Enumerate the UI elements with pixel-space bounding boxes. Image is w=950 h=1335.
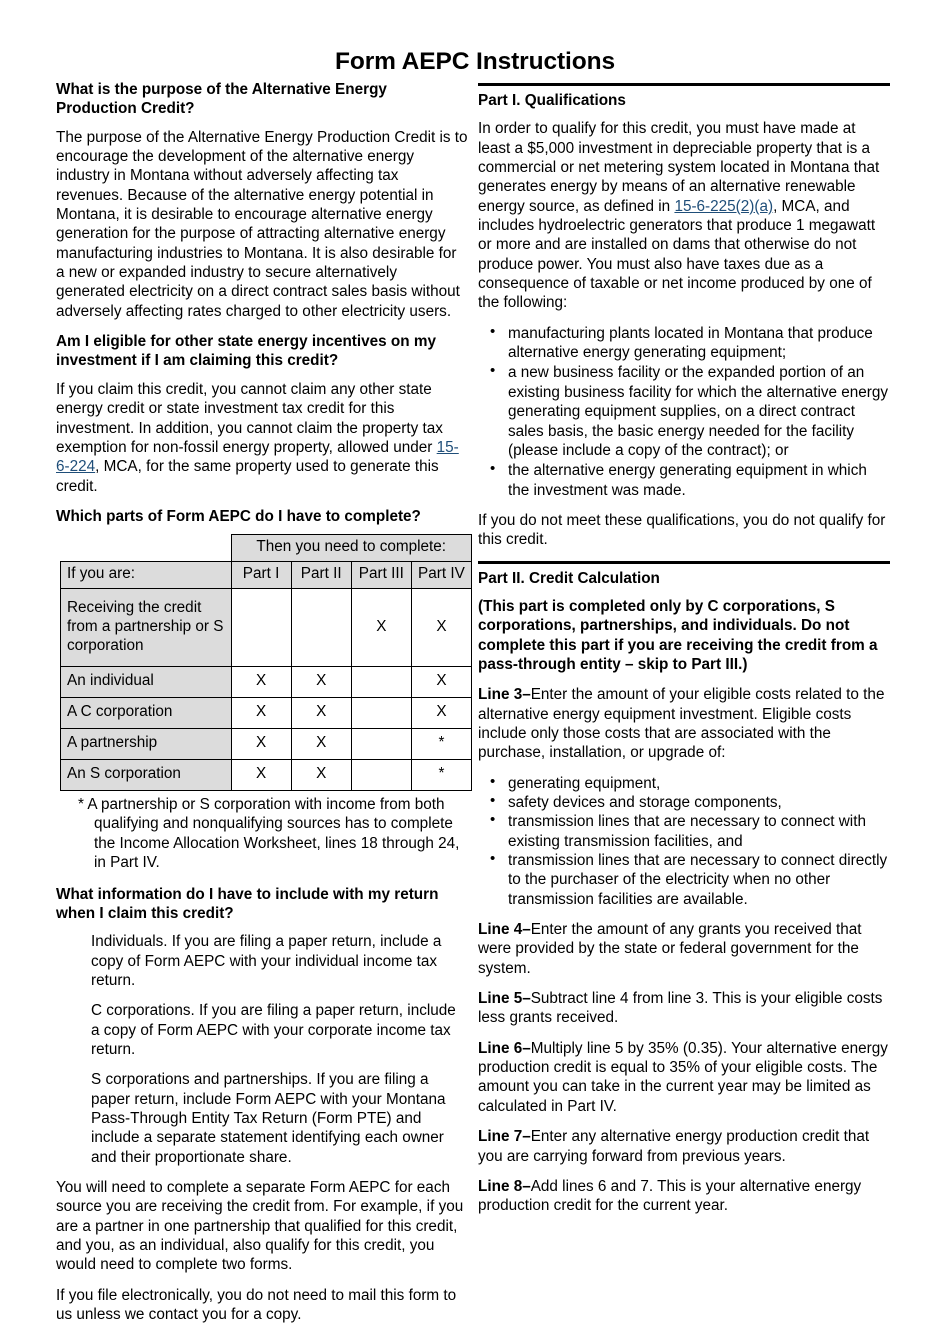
- list-item: • the alternative energy generating equipment in which the investment was made.: [478, 461, 890, 500]
- info-block-s-corporations: S corporations and partnerships. If you are filing a paper return, include Form AEPC with your Montana Pass-Through Entity Tax Return (Form PTE) and include a separate statement identifying each owner and their proportionate share.: [91, 1071, 446, 1166]
- paragraph-line-3: [478, 685, 890, 762]
- table-cell: X: [291, 698, 351, 729]
- line-3-cost-list: [478, 774, 890, 909]
- table-cell: X: [411, 698, 471, 729]
- table-cell: *: [411, 760, 471, 791]
- paragraph-purpose: The purpose of the Alternative Energy Production Credit is to encourage the development of the alternative energy industry in Montana without adversely affecting tax revenues. Because of the alternative energy potential in Montana, it is desirable to encourage alternative energy generation for the purpose of attracting alternative energy manufacturing industries to Montana. It is also desirable for a new or expanded industry to secure alternatively generated electricity on a direct contract sales basis without adversely affecting rates charged to other electricity users.: [56, 128, 468, 320]
- table-corner-cell: [61, 535, 232, 562]
- table-row-label: An individual: [61, 667, 232, 698]
- part1-qualification-list: [478, 324, 890, 500]
- line-6-text: Multiply line 5 by 35% (0.35). Your alternative energy production credit is equal to 35% of your eligible costs. The amount you can take in the current year may be limited as calculated in Part IV.: [478, 1039, 888, 1115]
- table-row: [61, 698, 472, 729]
- paragraph-line-6: [478, 1039, 890, 1116]
- paragraph-part2-note: (This part is completed only by C corporations, S corporations, partnerships, and individuals. Do not complete this part if you are receiving the credit from a pass-through entity – skip to Part III.): [478, 597, 878, 673]
- parts-requirement-table: [60, 534, 472, 791]
- paragraph-other-incentives-part1: If you claim this credit, you cannot claim any other state energy credit or state investment tax credit for this investment. In addition, you cannot claim the property tax exemption for non-fossil energy property, allowed under: [56, 380, 443, 456]
- table-cell: [351, 729, 411, 760]
- table-cell: X: [231, 698, 291, 729]
- line-5-label: Line 5–: [478, 990, 531, 1008]
- part1-intro-part2: , MCA, and includes hydroelectric generators that produce 1 megawatt or more and are installed on dams that otherwise do not produce power. You must also have taxes due as a consequence of taxable or net income produced by one of the following:: [478, 197, 876, 312]
- paragraph-part1-closing: If you do not meet these qualifications, you do not qualify for this credit.: [478, 511, 886, 549]
- table-footnote: * A partnership or S corporation with income from both qualifying and nonqualifying sources has to complete the Income Allocation Worksheet, lines 18 through 24, in Part IV.: [78, 796, 460, 872]
- list-item: • transmission lines that are necessary to connect directly to the purchaser of the electricity when no other transmission facilities are available.: [478, 851, 890, 909]
- paragraph-other-incentives: [56, 380, 468, 496]
- table-cell: X: [231, 729, 291, 760]
- table-row: [61, 729, 472, 760]
- table-cell: [351, 760, 411, 791]
- paragraph-electronic-filing: If you file electronically, you do not need to mail this form to us unless we contact you for a copy.: [56, 1286, 457, 1324]
- paragraph-line-7: [478, 1127, 890, 1166]
- list-item: • a new business facility or the expanded portion of an existing business facility for which the alternative energy generating equipment supplies, on a direct contract sales basis, the basic energy needed for the facility (please include a copy of the contract); or: [478, 363, 890, 460]
- table-row-label: A C corporation: [61, 698, 232, 729]
- line-8-text: Add lines 6 and 7. This is your alternative energy production credit for the current year.: [478, 1177, 862, 1215]
- left-column: [56, 80, 468, 1335]
- heading-which-parts: Which parts of Form AEPC do I have to complete?: [56, 507, 421, 525]
- paragraph-line-5: [478, 989, 890, 1028]
- table-cell: X: [291, 760, 351, 791]
- page-title: Form AEPC Instructions: [334, 48, 616, 75]
- list-item: • transmission lines that are necessary to connect with existing transmission facilities, and: [478, 812, 890, 851]
- info-block-c-corporations: C corporations. If you are filing a paper return, include a copy of Form AEPC with your corporate income tax return.: [91, 1002, 456, 1058]
- table-header-part-3: Part III: [351, 562, 411, 589]
- table-cell: [291, 589, 351, 667]
- info-block-individuals: Individuals. If you are filing a paper return, include a copy of Form AEPC with your individual income tax return.: [91, 933, 442, 989]
- table-cell: X: [411, 667, 471, 698]
- line-6-label: Line 6–: [478, 1039, 531, 1057]
- table-cell: X: [291, 729, 351, 760]
- paragraph-line-4: [478, 920, 890, 978]
- table-row-label-header: If you are:: [61, 562, 232, 589]
- table-cell: *: [411, 729, 471, 760]
- part1-intro-part1: In order to qualify for this credit, you must have made at least a $5,000 investment in depreciable property that is a commercial or net metering system located in Montana that generates energy by means of an alternative renewable energy source, as defined in: [478, 120, 880, 215]
- line-3-label: Line 3–: [478, 686, 531, 704]
- table-row: [61, 667, 472, 698]
- table-cell: [231, 589, 291, 667]
- divider-part1: [478, 83, 890, 86]
- link-15-6-224[interactable]: 15-6-224: [56, 438, 459, 476]
- table-header-part-2: Part II: [291, 562, 351, 589]
- table-row-label: Receiving the credit from a partnership or S corporation: [61, 589, 232, 667]
- line-5-text: Subtract line 4 from line 3. This is your eligible costs less grants received.: [478, 990, 883, 1027]
- table-cell: [351, 698, 411, 729]
- line-7-text: Enter any alternative energy production credit that you are carrying forward from previous years.: [478, 1128, 870, 1165]
- list-item: • manufacturing plants located in Montana that produce alternative energy generating equipment;: [478, 324, 890, 363]
- paragraph-other-incentives-part2: , MCA, for the same property used to generate this credit.: [56, 458, 439, 495]
- paragraph-part1-intro: [478, 119, 890, 312]
- line-8-label: Line 8–: [478, 1177, 531, 1195]
- table-spanning-header: Then you need to complete:: [231, 535, 472, 562]
- table-header-part-4: Part IV: [411, 562, 471, 589]
- table-header-row-parts: [61, 562, 472, 589]
- link-15-6-225-2-a[interactable]: 15-6-225(2)(a): [674, 197, 774, 215]
- table-header-row-span: [61, 535, 472, 562]
- paragraph-line-8: [478, 1177, 890, 1216]
- line-3-text: Enter the amount of your eligible costs related to the alternative energy equipment investment. Eligible costs include only those costs that are associated with the purchase, installation, or upgrade of:: [478, 686, 885, 762]
- line-4-label: Line 4–: [478, 921, 531, 939]
- table-footnote-wrapper: [56, 795, 468, 872]
- table-row: [61, 589, 472, 667]
- table-cell: X: [231, 667, 291, 698]
- table-cell: X: [291, 667, 351, 698]
- table-row-label: An S corporation: [61, 760, 232, 791]
- heading-purpose: What is the purpose of the Alternative Energy Production Credit?: [56, 81, 387, 118]
- list-item: • generating equipment,: [478, 774, 890, 793]
- table-row-label: A partnership: [61, 729, 232, 760]
- list-item: • safety devices and storage components,: [478, 793, 890, 812]
- table-cell: [351, 667, 411, 698]
- table-row: [61, 760, 472, 791]
- line-4-text: Enter the amount of any grants you received that were provided by the state or federal government for the system.: [478, 921, 862, 977]
- heading-part-2: Part II. Credit Calculation: [478, 569, 660, 587]
- line-7-label: Line 7–: [478, 1128, 531, 1146]
- heading-other-incentives: Am I eligible for other state energy incentives on my investment if I am claiming this credit?: [56, 333, 436, 370]
- right-column: [478, 80, 890, 1227]
- table-cell: X: [231, 760, 291, 791]
- table-cell: X: [411, 589, 471, 667]
- heading-what-information: What information do I have to include with my return when I claim this credit?: [56, 885, 439, 922]
- table-header-part-1: Part I: [231, 562, 291, 589]
- table-cell: X: [351, 589, 411, 667]
- heading-part-1: Part I. Qualifications: [478, 92, 626, 109]
- paragraph-separate-form: You will need to complete a separate Form AEPC for each source you are receiving the credit from. For example, if you are a partner in one partnership that qualified for this credit, and you, as an individual, also qualify for this credit, you would need to complete two forms.: [56, 1178, 464, 1274]
- divider-part2: [478, 561, 890, 564]
